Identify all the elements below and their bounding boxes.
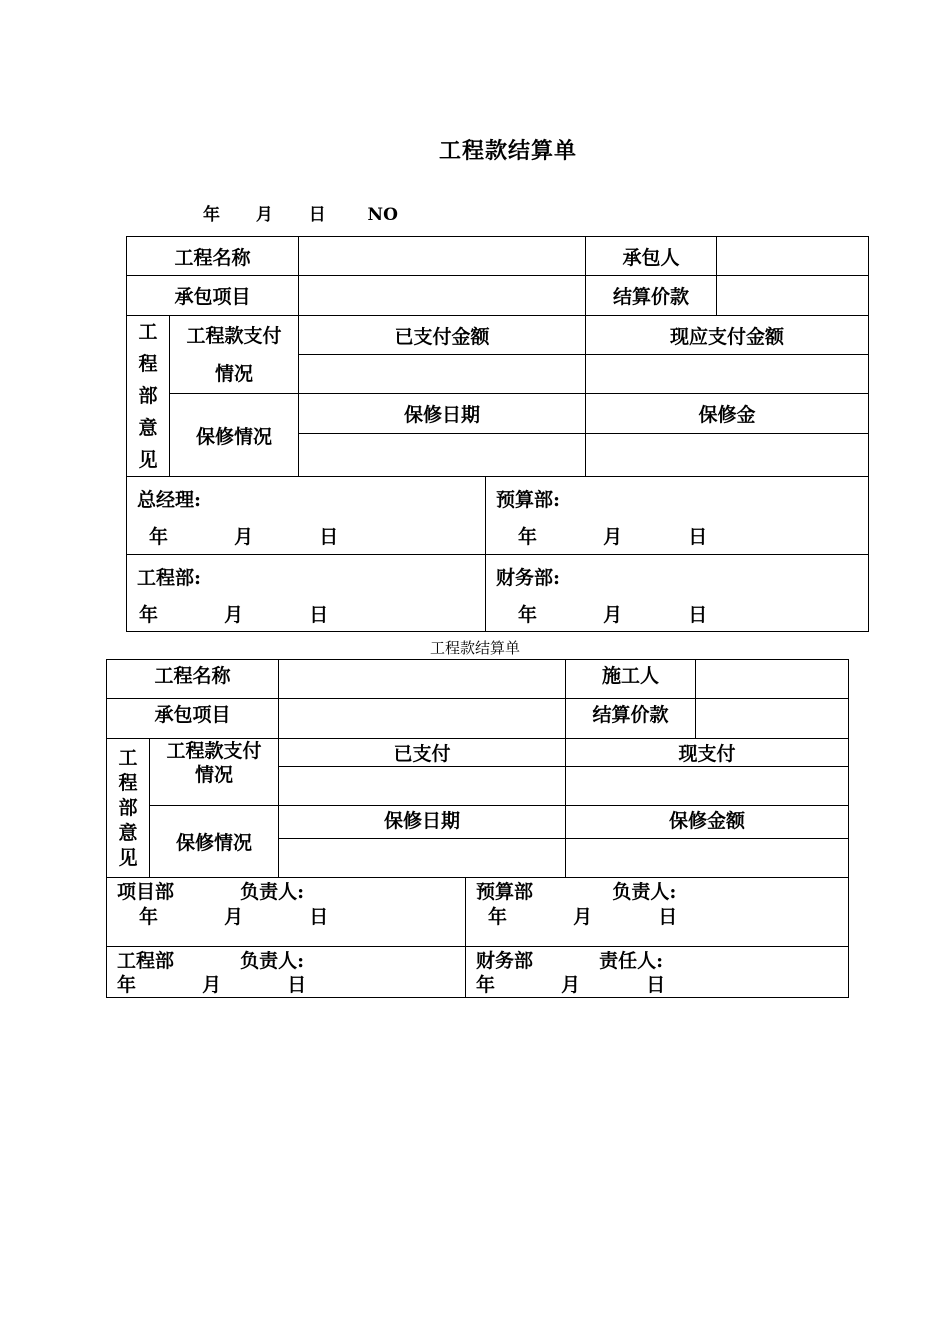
- finance-date: 年 月 日: [518, 604, 708, 626]
- eng-dept-date-2: 年 月 日: [117, 974, 307, 996]
- finance-dept-label-2: 财务部 责任人:: [476, 950, 664, 972]
- builder-label: 施工人: [566, 660, 696, 699]
- budget-dept-label: 预算部:: [496, 489, 561, 511]
- budget-date: 年 月 日: [518, 526, 708, 548]
- settlement-form-2: [106, 659, 849, 998]
- project-name-label-2: 工程名称: [107, 660, 279, 699]
- payment-status-label-2: 工程款支付 情况: [150, 739, 279, 806]
- contract-item-label: 承包项目: [127, 276, 299, 316]
- warranty-date-field[interactable]: [299, 434, 586, 477]
- budget-dept-signature-cell-2[interactable]: [466, 878, 849, 947]
- date-no: NO: [367, 205, 398, 225]
- eng-dept-label-2: 工程部 负责人:: [117, 950, 305, 972]
- gm-date: 年 月 日: [149, 526, 339, 548]
- contract-item-field-2[interactable]: [279, 699, 566, 739]
- date-month: 月: [255, 205, 273, 225]
- current-paid-label: 现支付: [566, 739, 849, 767]
- warranty-fund-field[interactable]: [586, 434, 869, 477]
- finance-signature-cell[interactable]: [486, 555, 869, 632]
- warranty-date-field-2[interactable]: [279, 839, 566, 878]
- warranty-status-label-2: 保修情况: [150, 806, 279, 878]
- builder-field[interactable]: [696, 660, 849, 699]
- finance-dept-signature-cell-2[interactable]: [466, 947, 849, 998]
- gm-signature-cell[interactable]: [127, 477, 486, 555]
- project-dept-date: 年 月 日: [139, 906, 329, 928]
- eng-signature-cell[interactable]: [127, 555, 486, 632]
- settlement-price-field[interactable]: [717, 276, 869, 316]
- warranty-amount-field[interactable]: [566, 839, 849, 878]
- settlement-price-field-2[interactable]: [696, 699, 849, 739]
- budget-dept-label-2: 预算部 负责人:: [476, 881, 677, 903]
- warranty-date-label: 保修日期: [299, 394, 586, 434]
- date-year: 年: [203, 205, 220, 225]
- budget-dept-date-2: 年 月 日: [488, 906, 678, 928]
- settlement-price-label: 结算价款: [586, 276, 717, 316]
- current-payable-field[interactable]: [586, 355, 869, 394]
- contractor-label: 承包人: [586, 237, 717, 276]
- opinion-vertical-label-2: 工 程 部 意 见: [107, 739, 150, 878]
- project-name-field[interactable]: [299, 237, 586, 276]
- gm-label: 总经理:: [137, 489, 202, 511]
- warranty-amount-label: 保修金额: [566, 806, 849, 839]
- warranty-date-label-2: 保修日期: [279, 806, 566, 839]
- project-dept-label: 项目部 负责人:: [117, 881, 305, 903]
- warranty-status-label: 保修情况: [170, 394, 299, 477]
- finance-dept-label: 财务部:: [496, 567, 561, 589]
- project-dept-signature-cell[interactable]: [107, 878, 466, 947]
- eng-dept-signature-cell-2[interactable]: [107, 947, 466, 998]
- paid-amount-label: 已支付金额: [299, 316, 586, 355]
- settlement-price-label-2: 结算价款: [566, 699, 696, 739]
- form1-date-line: [203, 200, 398, 225]
- payment-status-label: 工程款支付 情况: [170, 316, 299, 394]
- eng-date: 年 月 日: [139, 604, 329, 626]
- budget-signature-cell[interactable]: [486, 477, 869, 555]
- date-day: 日: [308, 205, 326, 225]
- form1-title: 工程款结算单: [438, 138, 577, 164]
- settlement-form-1: [126, 236, 869, 632]
- project-name-label: 工程名称: [127, 237, 299, 276]
- finance-dept-date-2: 年 月 日: [476, 974, 666, 996]
- paid-amount-field[interactable]: [299, 355, 586, 394]
- warranty-fund-label: 保修金: [586, 394, 869, 434]
- current-paid-field[interactable]: [566, 767, 849, 806]
- current-payable-label: 现应支付金额: [586, 316, 869, 355]
- project-name-field-2[interactable]: [279, 660, 566, 699]
- paid-field[interactable]: [279, 767, 566, 806]
- paid-label: 已支付: [279, 739, 566, 767]
- eng-dept-label: 工程部:: [137, 567, 202, 589]
- form2-title: 工程款结算单: [429, 639, 520, 657]
- contract-item-field[interactable]: [299, 276, 586, 316]
- opinion-vertical-label: 工 程 部 意 见: [127, 316, 170, 477]
- contract-item-label-2: 承包项目: [107, 699, 279, 739]
- contractor-field[interactable]: [717, 237, 869, 276]
